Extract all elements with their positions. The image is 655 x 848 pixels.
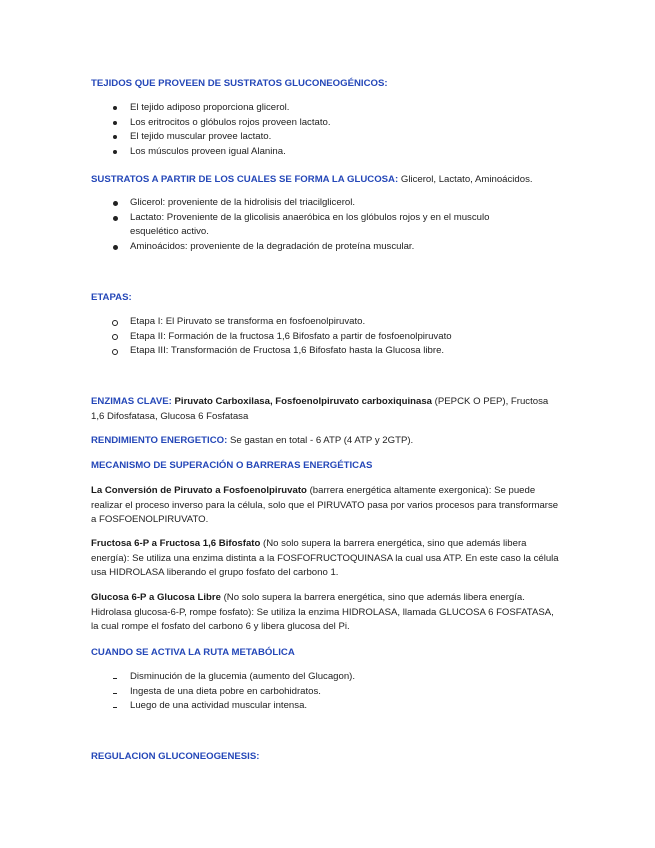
list-item: Lactato: Proveniente de la glicolisis anaeróbica en los glóbulos rojos y en el musculo esquelético activo. — [108, 211, 538, 240]
p3-rest: (No solo supera la barrera energética, sino que además libera energía. Hidrolasa glucosa-6-P, rompe fosfato): Se utiliza la enzima HIDROLASA, llamada GLUCOSA 6 FOSFATASA, la cual rompe el fosfato del carbono 6 y libera glucosa del Pi. — [91, 592, 554, 633]
p3-bold: Glucosa 6-P a Glucosa Libre — [91, 592, 221, 603]
p2-bold: Fructosa 6-P a Fructosa 1,6 Bifosfato — [91, 538, 261, 549]
enzimas-bold: Piruvato Carboxilasa, Fosfoenolpiruvato carboxiquinasa — [171, 396, 433, 407]
p1-bold: La Conversión de Piruvato a Fosfoenolpiruvato — [91, 485, 307, 496]
heading-rendimiento: RENDIMIENTO ENERGETICO: — [91, 435, 228, 446]
heading-mecanismo: MECANISMO DE SUPERACIÓN O BARRERAS ENERGÉTICAS — [91, 460, 373, 471]
list-item: Etapa I: El Piruvato se transforma en fosfoenolpiruvato. — [108, 315, 548, 330]
list-item: El tejido muscular provee lactato. — [108, 130, 548, 145]
list-item: Disminución de la glucemia (aumento del Glucagon). — [108, 670, 548, 685]
list-item: Aminoácidos: proveniente de la degradación de proteína muscular. — [108, 240, 538, 255]
sustratos-list-text: Glicerol, Lactato, Aminoácidos. — [398, 174, 533, 185]
enzimas-rest: (PEPCK O PEP), Fructosa 1,6 Difosfatasa, Glucosa 6 Fosfatasa — [91, 396, 549, 422]
rendimiento-paragraph — [91, 434, 561, 449]
sustratos-line — [91, 173, 561, 188]
enzimas-paragraph — [91, 395, 561, 424]
heading-tejidos: TEJIDOS QUE PROVEEN DE SUSTRATOS GLUCONEOGÉNICOS: — [91, 78, 388, 89]
rendimiento-rest: Se gastan en total - 6 ATP (4 ATP y 2GTP). — [227, 435, 414, 446]
heading-enzimas: ENZIMAS CLAVE: — [91, 396, 172, 407]
p2-rest: (No solo supera la barrera energética, sino que además libera energía): Se utiliza una enzima distinta a la FOSFOFRUCTOQUINASA la cual usa ATP. En este caso la célula usa HIDROLASA liberando el grupo fosfato del carbono 1. — [91, 538, 559, 579]
list-item: Luego de una actividad muscular intensa. — [108, 699, 548, 714]
heading-etapas: ETAPAS: — [91, 292, 132, 303]
list-item: Etapa II: Formación de la fructosa 1,6 Bifosfato a partir de fosfoenolpiruvato — [108, 330, 548, 345]
list-sustratos — [108, 196, 538, 254]
list-tejidos — [108, 101, 548, 159]
list-item: Ingesta de una dieta pobre en carbohidratos. — [108, 685, 548, 700]
list-etapas — [108, 315, 548, 359]
list-item: El tejido adiposo proporciona glicerol. — [108, 101, 548, 116]
p1-rest: (barrera energética altamente exergonica): Se puede realizar el proceso inverso para la célula, solo que el PIRUVATO pasa por varios procesos para transformarse a FOSFOENOLPIRUVATO. — [91, 485, 559, 526]
list-item: Los músculos proveen igual Alanina. — [108, 145, 548, 160]
list-item: Etapa III: Transformación de Fructosa 1,6 Bifosfato hasta la Glucosa libre. — [108, 344, 548, 359]
list-item: Los eritrocitos o glóbulos rojos proveen lactato. — [108, 116, 548, 131]
list-item: Glicerol: proveniente de la hidrolisis del triacilglicerol. — [108, 196, 538, 211]
mecanismo-p3 — [91, 591, 561, 635]
heading-cuando: CUANDO SE ACTIVA LA RUTA METABÓLICA — [91, 647, 295, 658]
heading-regulacion: REGULACION GLUCONEOGENESIS: — [91, 751, 260, 762]
mecanismo-p1 — [91, 484, 561, 528]
mecanismo-p2 — [91, 537, 561, 581]
list-cuando — [108, 670, 548, 714]
heading-sustratos: SUSTRATOS A PARTIR DE LOS CUALES SE FORMA LA GLUCOSA: — [91, 174, 399, 185]
